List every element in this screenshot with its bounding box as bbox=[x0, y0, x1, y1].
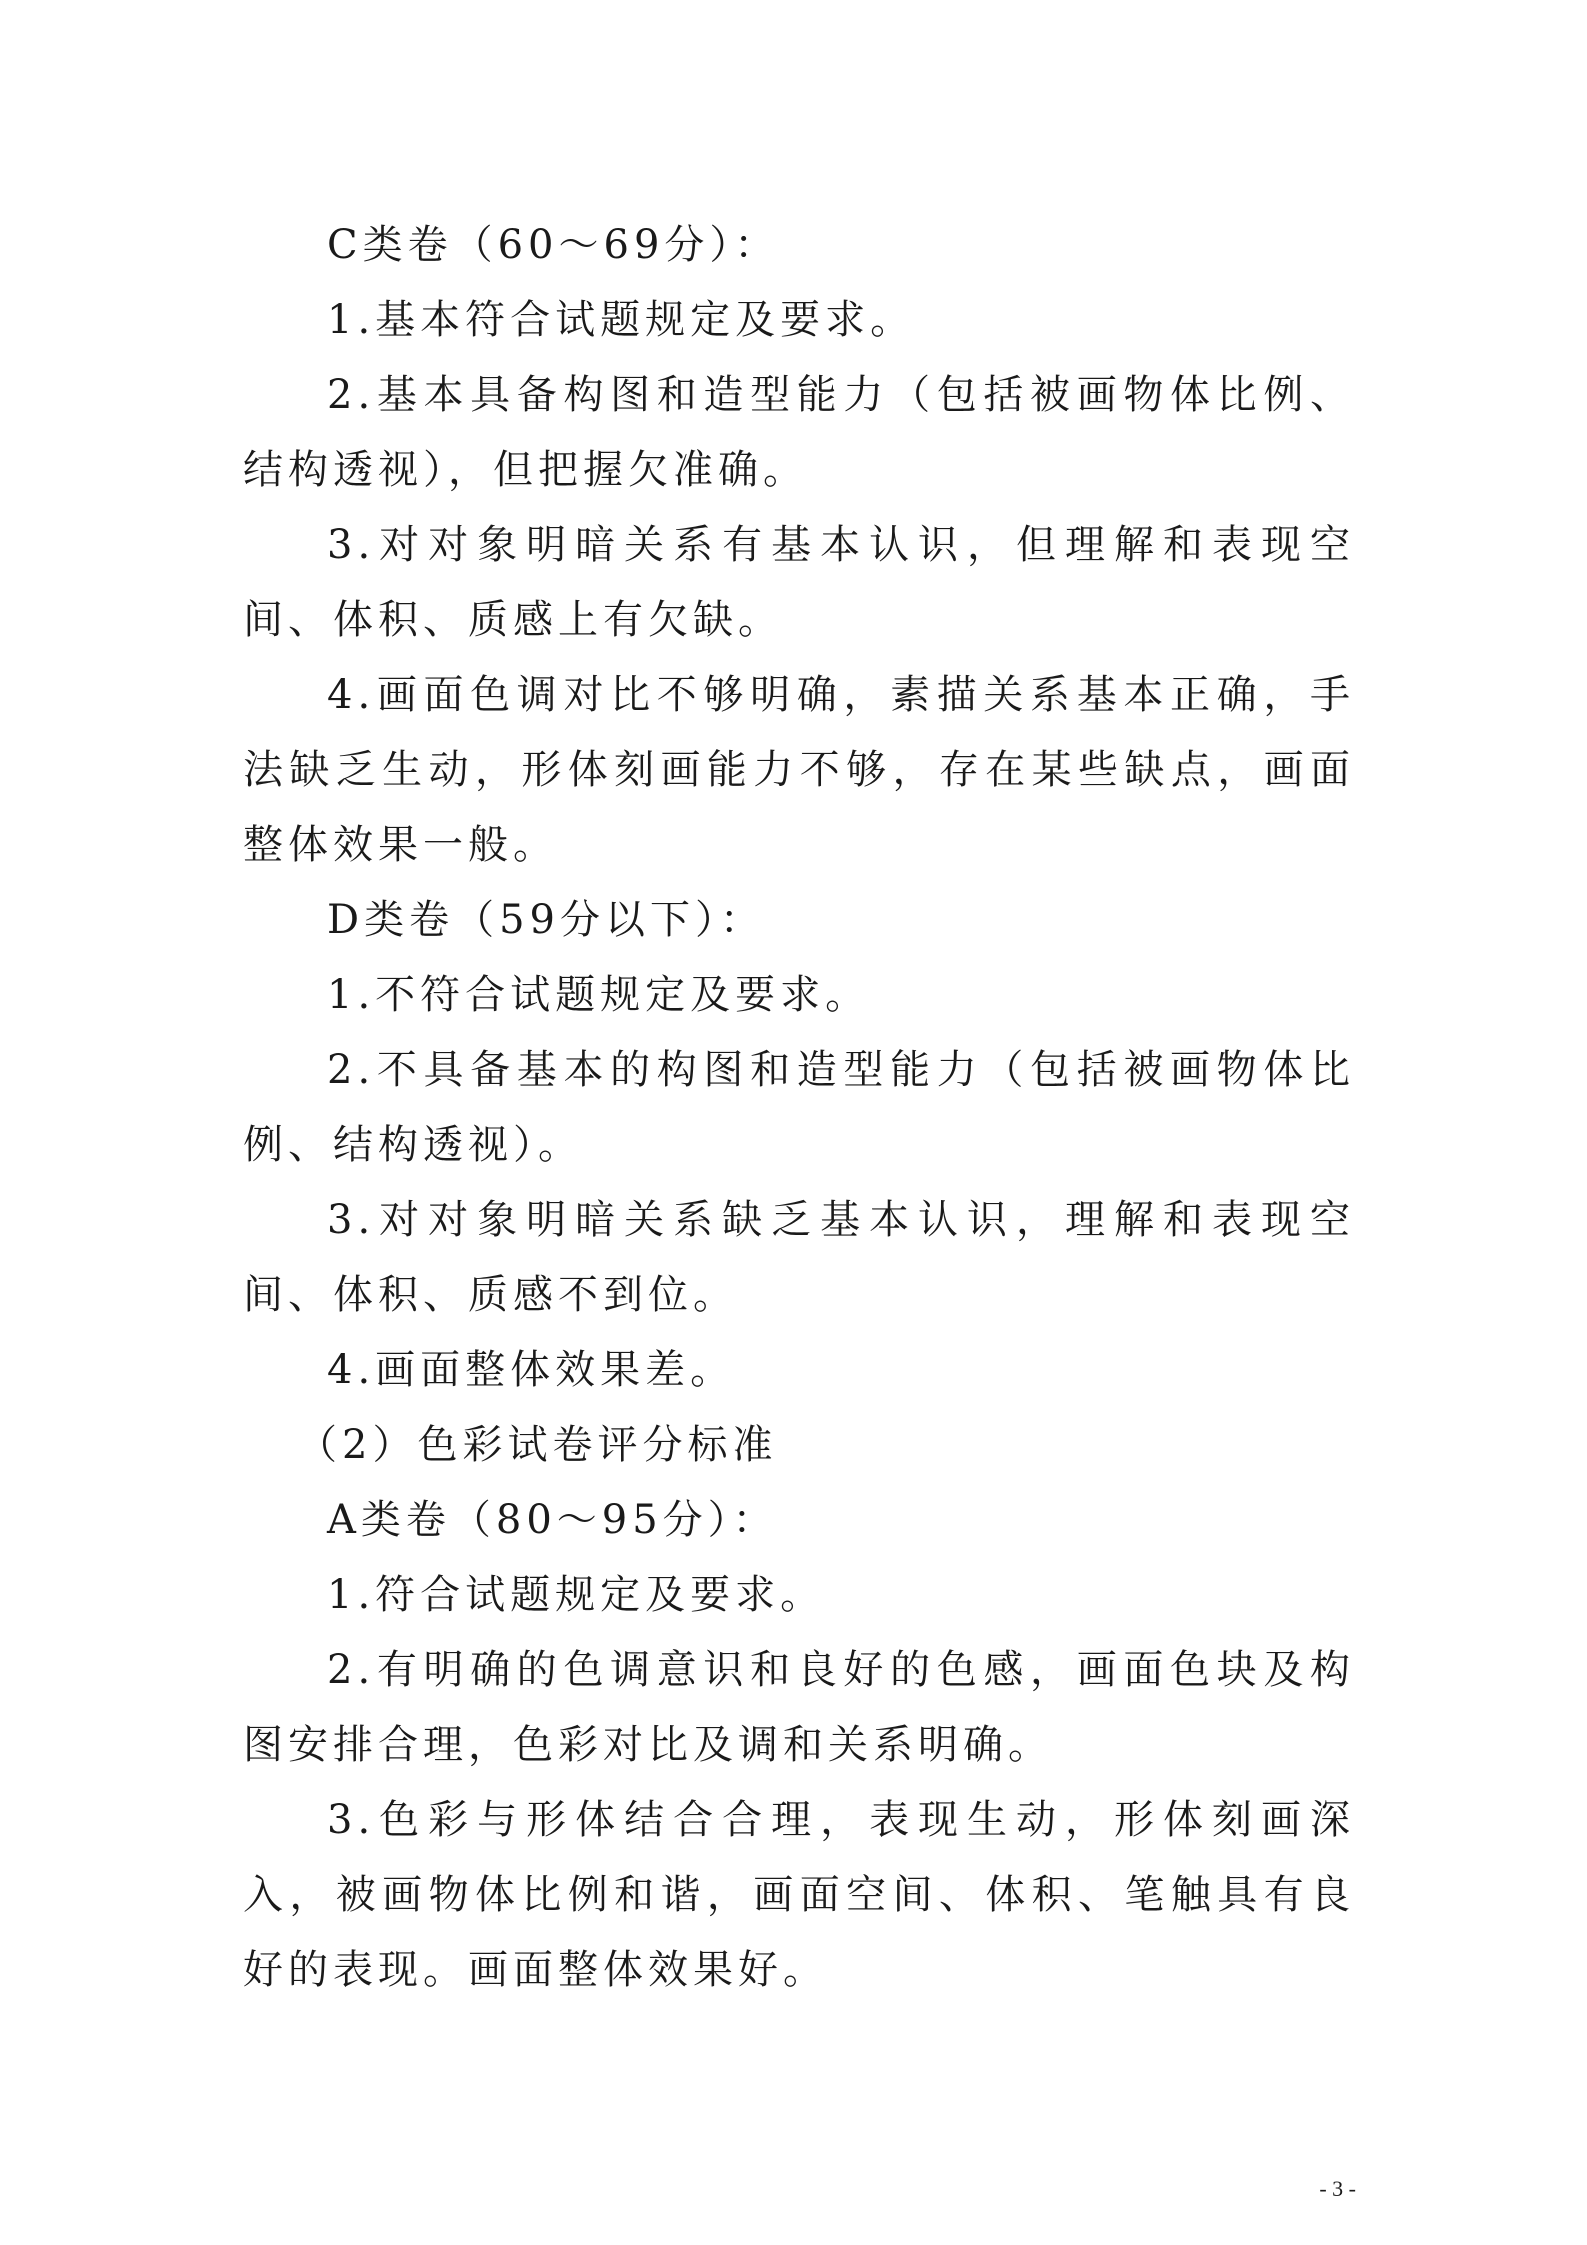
paragraph-a-3: 3.色彩与形体结合合理，表现生动，形体刻画深入，被画物体比例和谐，画面空间、体积、笔触具有良好的表现。画面整体效果好。 bbox=[243, 1797, 1355, 1993]
paragraph-a-1: 1.符合试题规定及要求。 bbox=[327, 1572, 826, 1618]
document-body bbox=[243, 208, 1355, 2008]
paragraph-a-2: 2.有明确的色调意识和良好的色感，画面色块及构图安排合理，色彩对比及调和关系明确。 bbox=[243, 1647, 1355, 1768]
paragraph-d-2: 2.不具备基本的构图和造型能力（包括被画物体比例、结构透视）。 bbox=[243, 1047, 1355, 1168]
section-heading-color-standard: （2）色彩试卷评分标准 bbox=[297, 1422, 778, 1468]
paragraph-d-3: 3.对对象明暗关系缺乏基本认识，理解和表现空间、体积、质感不到位。 bbox=[243, 1197, 1355, 1318]
paragraph-c-3: 3.对对象明暗关系有基本认识，但理解和表现空间、体积、质感上有欠缺。 bbox=[243, 522, 1355, 643]
paragraph-c-1: 1.基本符合试题规定及要求。 bbox=[327, 297, 916, 343]
paragraph-d-1: 1.不符合试题规定及要求。 bbox=[327, 972, 871, 1018]
paragraph-c-4: 4.画面色调对比不够明确，素描关系基本正确，手法缺乏生动，形体刻画能力不够，存在某些缺点，画面整体效果一般。 bbox=[243, 672, 1355, 868]
paragraph-a-grade-heading: A类卷（80～95分）： bbox=[327, 1497, 778, 1543]
page-number: - 3 - bbox=[1319, 2176, 1356, 2201]
paragraph-c-grade-heading: C类卷（60～69分）： bbox=[327, 222, 780, 268]
paragraph-d-grade-heading: D类卷（59分以下）： bbox=[327, 897, 765, 943]
paragraph-d-4: 4.画面整体效果差。 bbox=[327, 1347, 736, 1393]
paragraph-c-2: 2.基本具备构图和造型能力（包括被画物体比例、结构透视），但把握欠准确。 bbox=[243, 372, 1355, 493]
